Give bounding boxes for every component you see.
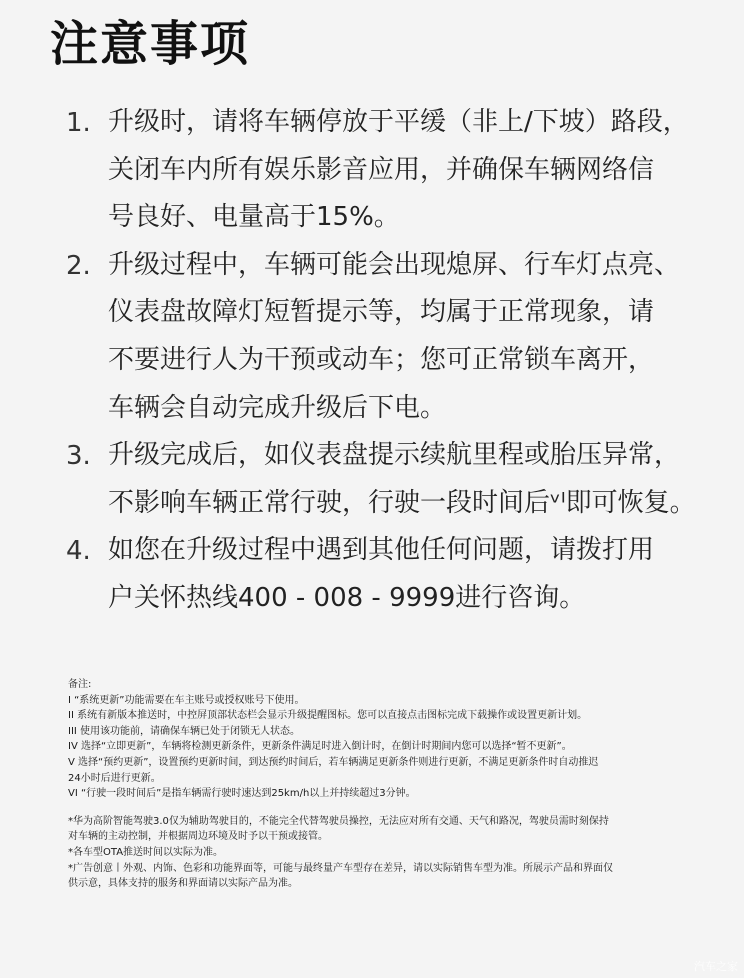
note-line: IV 选择“立即更新”，车辆将检测更新条件，更新条件满足时进入倒计时，在倒计时期间内您可以选择“暂不更新”。 <box>68 741 572 753</box>
note-line: III 使用该功能前，请确保车辆已处于闭锁无人状态。 <box>68 725 301 737</box>
notice-item-3 <box>0 432 744 527</box>
note-line: 对车辆的主动控制，并根据周边环境及时予以干预或接管。 <box>68 831 328 843</box>
note-line: *广告创意丨外观、内饰、色彩和功能界面等，可能与最终量产车型存在差异，请以实际销售车型为准。所展示产品和界面仅 <box>68 862 613 874</box>
item-line: 车辆会自动完成升级后下电。 <box>108 392 447 423</box>
note-line: *华为高阶智能驾驶3.0仅为辅助驾驶目的，不能完全代替驾驶员操控，无法应对所有交通、天气和路况，驾驶员需时刻保持 <box>68 815 609 827</box>
notice-item-1 <box>0 99 744 242</box>
item-number: 3. <box>66 441 91 472</box>
item-line: 如您在升级过程中遇到其他任何问题，请拨打用 <box>108 535 655 566</box>
item-line: 仪表盘故障灯短暂提示等，均属于正常现象，请 <box>108 297 655 328</box>
item-line: 升级时，请将车辆停放于平缓（非上/下坡）路段， <box>108 107 689 137</box>
note-line: *各车型OTA推送时间以实际为准。 <box>68 846 224 858</box>
note-line: VI “行驶一段时间后”是指车辆需行驶时速达到25km/h以上并持续超过3分钟。 <box>68 788 416 800</box>
note-line: 供示意，具体支持的服务和界面请以实际产品为准。 <box>68 878 298 890</box>
footnotes <box>68 677 708 892</box>
notice-item-4 <box>0 527 744 622</box>
note-line: II 系统有新版本推送时，中控屏顶部状态栏会显示升级提醒图标。您可以直接点击图标完成下载操作或设置更新计划。 <box>68 710 588 722</box>
item-line: 不要进行人为干预或动车；您可正常锁车离开， <box>108 344 655 375</box>
notice-item-2 <box>0 242 744 432</box>
note-line: I “系统更新”功能需要在车主账号或授权账号下使用。 <box>68 694 305 706</box>
item-line: 号良好、电量高于15%。 <box>108 202 400 233</box>
item-line: 升级过程中，车辆可能会出现熄屏、行车灯点亮、 <box>108 249 681 280</box>
item-line: 升级完成后，如仪表盘提示续航里程或胎压异常， <box>108 440 681 471</box>
notice-list <box>0 99 744 623</box>
note-line: 24小时后进行更新。 <box>68 772 161 784</box>
notes-heading: 备注: <box>68 679 92 690</box>
item-line: 不影响车辆正常行驶，行驶一段时间后ᵛᴵ即可恢复。 <box>108 487 696 518</box>
item-number: 4. <box>66 536 91 567</box>
item-number: 1. <box>66 108 91 138</box>
item-line: 户关怀热线400 - 008 - 9999进行咨询。 <box>108 582 586 613</box>
notes-spacer <box>68 802 708 814</box>
item-line: 关闭车内所有娱乐影音应用，并确保车辆网络信 <box>108 154 655 185</box>
note-line: V 选择“预约更新”，设置预约更新时间，到达预约时间后，若车辆满足更新条件则进行更新，不满足更新条件时自动推迟 <box>68 756 599 768</box>
watermark-logo: 汽车之家 <box>694 960 738 973</box>
page-title: 注意事项 <box>50 16 251 72</box>
item-number: 2. <box>66 250 91 281</box>
